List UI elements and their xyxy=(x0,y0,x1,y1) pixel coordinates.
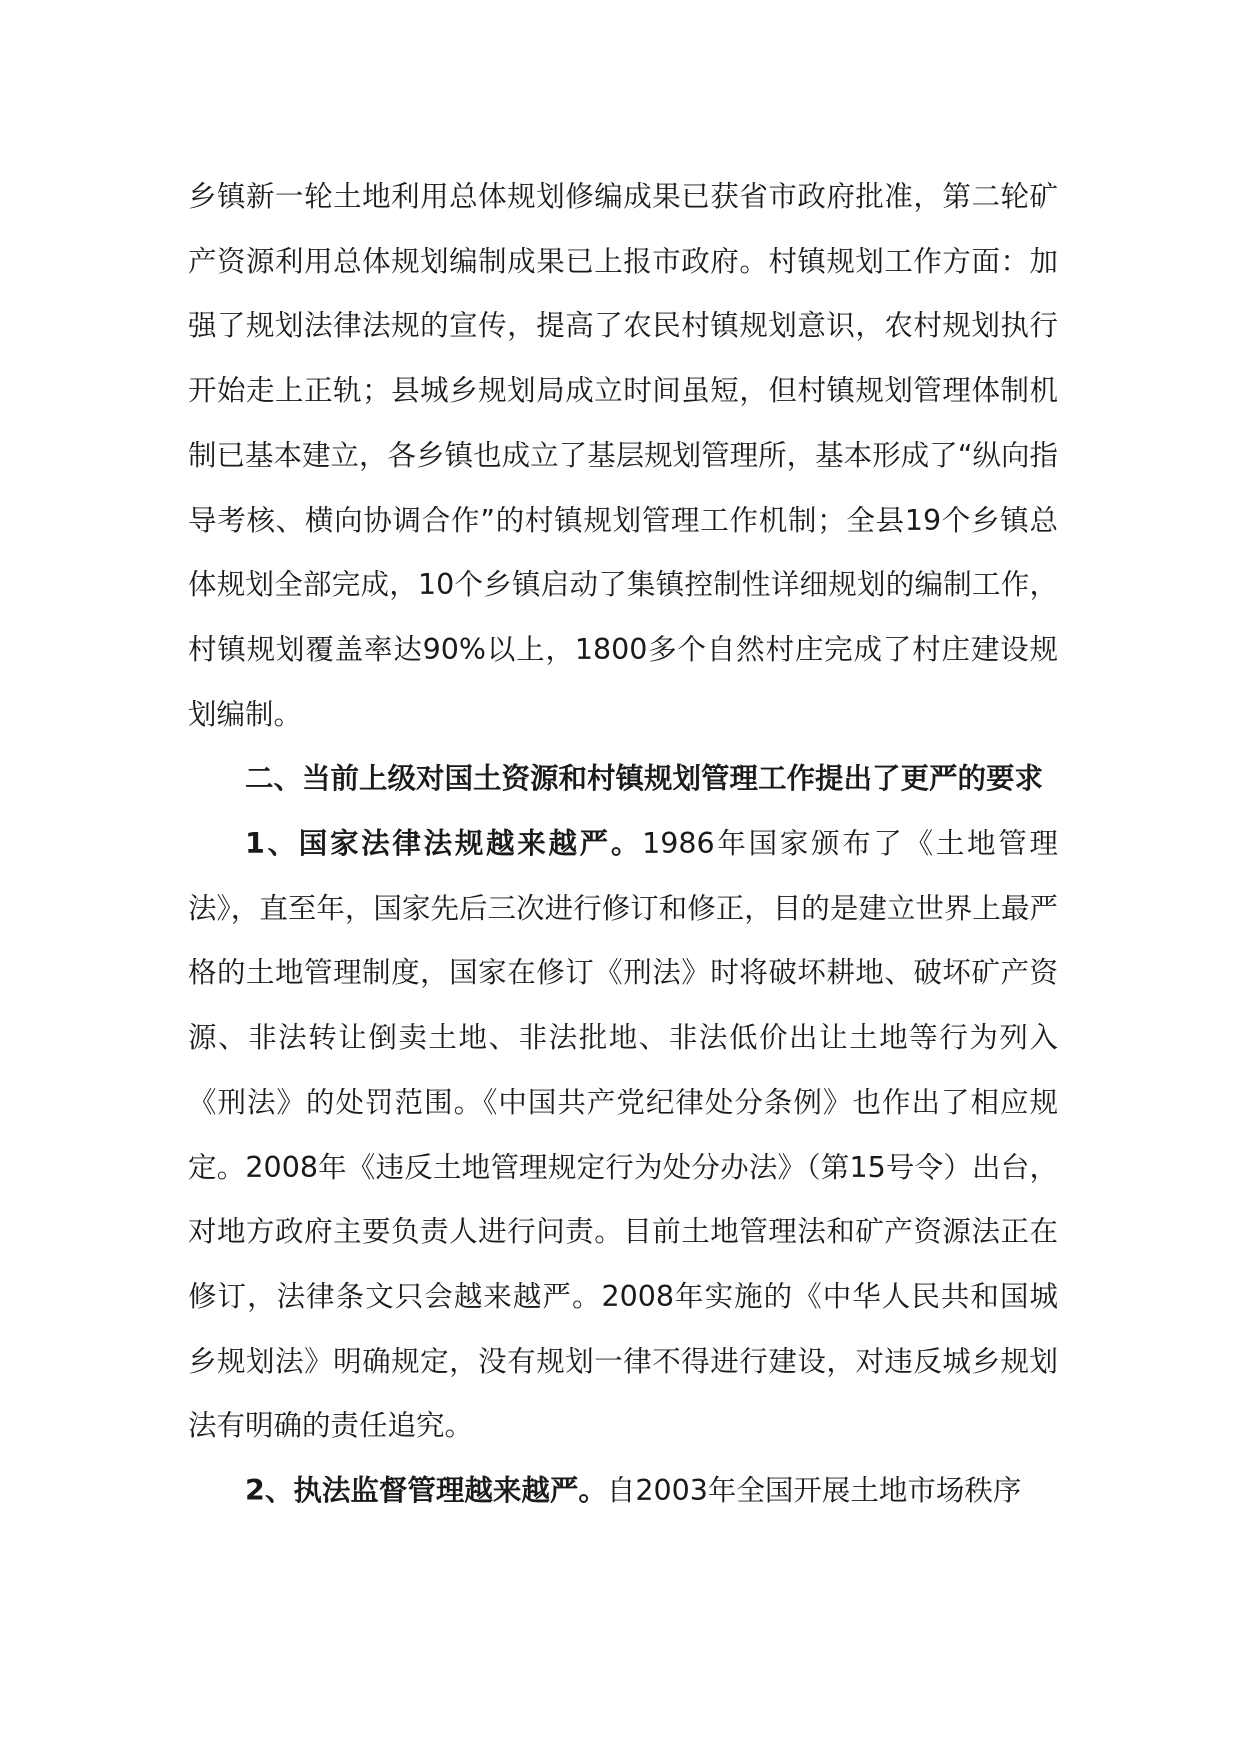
paragraph-text: 自2003年全国开展土地市场秩序 xyxy=(606,1474,1022,1508)
paragraph-text: 乡镇新一轮土地利用总体规划修编成果已获省市政府批准，第二轮矿产资源利用总体规划编制成果已上报市政府。村镇规划工作方面：加强了规划法律法规的宣传，提高了农民村镇规划意识，农村规划执行开始走上正轨；县城乡规划局成立时间虽短，但村镇规划管理体制机制已基本建立，各乡镇也成立了基层规划管理所，基本形成了“纵向指导考核、横向协调合作”的村镇规划管理工作机制；全县19个乡镇总体规划全部完成，10个乡镇启动了集镇控制性详细规划的编制工作，村镇规划覆盖率达90%以上，1800多个自然村庄完成了村庄建设规划编制。 xyxy=(188,180,1058,731)
paragraph-lead: 1、国家法律法规越来越严。 xyxy=(245,827,643,861)
paragraph-laws-stricter xyxy=(188,812,1058,1459)
document-body xyxy=(188,165,1058,1524)
paragraph-text: 1986年国家颁布了《土地管理法》，直至年，国家先后三次进行修订和修正，目的是建立世界上最严格的土地管理制度，国家在修订《刑法》时将破坏耕地、破坏矿产资源、非法转让倒卖土地、非法批地、非法低价出让土地等行为列入《刑法》的处罚范围。《中国共产党纪律处分条例》也作出了相应规定。2008年《违反土地管理规定行为处分办法》（第15号令）出台，对地方政府主要负责人进行问责。目前土地管理法和矿产资源法正在修订，法律条文只会越来越严。2008年实施的《中华人民共和国城乡规划法》明确规定，没有规划一律不得进行建设，对违反城乡规划法有明确的责任追究。 xyxy=(188,827,1058,1443)
paragraph-lead: 2、执法监督管理越来越严。 xyxy=(245,1474,607,1508)
section-heading-stricter-requirements xyxy=(188,747,1058,812)
paragraph-enforcement-stricter xyxy=(188,1459,1058,1524)
heading-text: 二、当前上级对国土资源和村镇规划管理工作提出了更严的要求 xyxy=(245,762,1044,796)
paragraph-planning-results xyxy=(188,165,1058,747)
